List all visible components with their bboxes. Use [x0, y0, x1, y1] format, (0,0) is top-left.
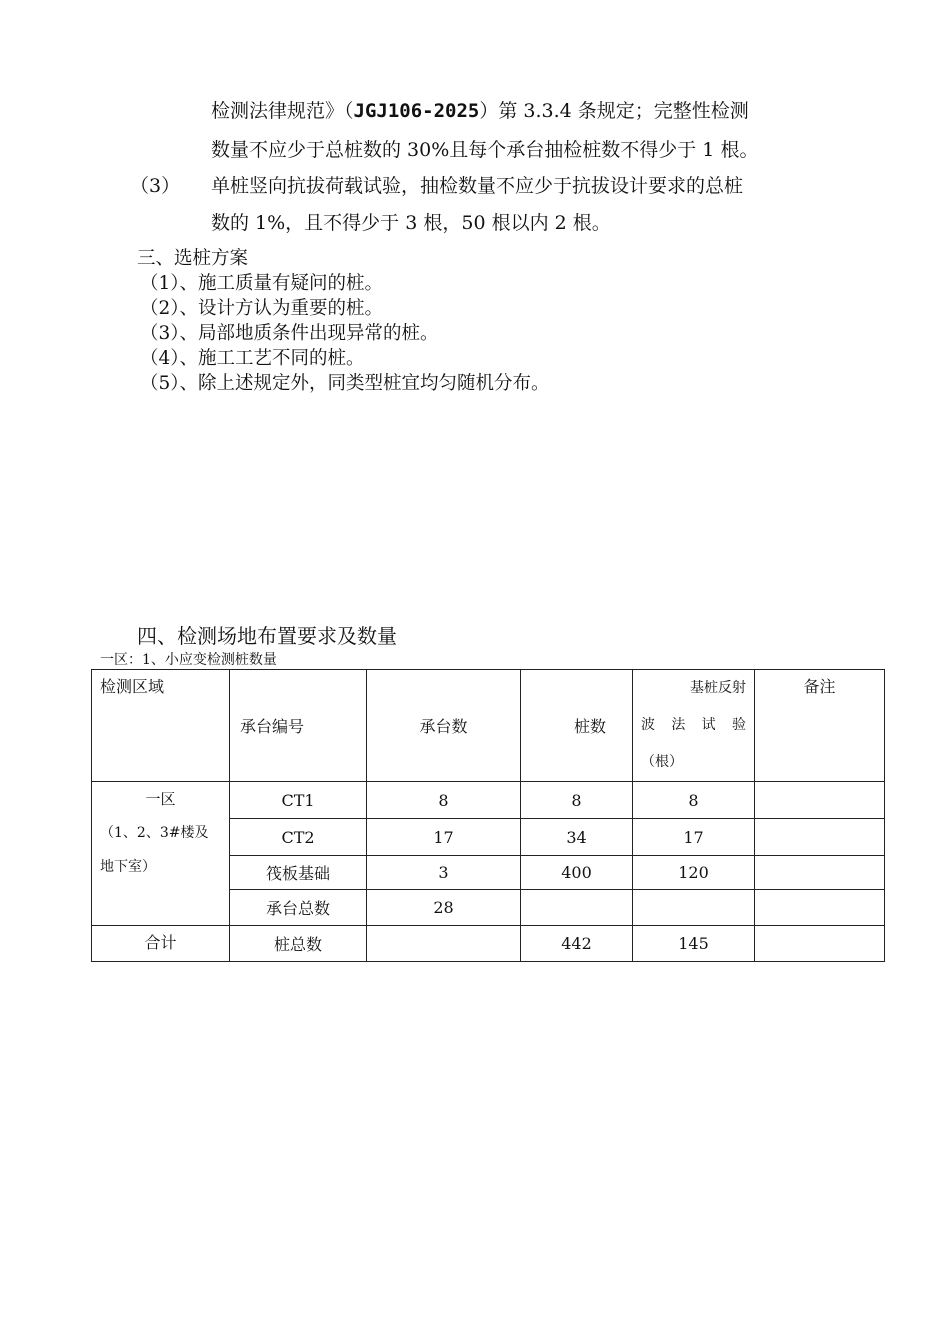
cell-tested: 17 [633, 819, 755, 856]
header-method-char: 法 [671, 717, 686, 733]
section-4-heading: 四、检测场地布置要求及数量 [137, 624, 397, 648]
total-code: 桩总数 [230, 926, 367, 962]
section-3-item-2: （2）、设计方认为重要的桩。 [140, 298, 384, 319]
cell-caps: 17 [367, 819, 521, 856]
section-3-item-5: （5）、除上述规定外，同类型桩宜均匀随机分布。 [140, 373, 550, 394]
table-row [92, 782, 885, 819]
intro-line-1 [211, 98, 749, 124]
total-label: 合计 [92, 926, 230, 962]
total-note [755, 926, 885, 962]
region-name: 一区 [145, 790, 176, 808]
item-3-label: （3） [130, 175, 181, 197]
header-method [633, 670, 755, 782]
header-area: 检测区域 [92, 670, 230, 782]
cell-code: CT1 [230, 782, 367, 819]
header-method-char: 验 [731, 717, 746, 733]
cell-tested [633, 890, 755, 926]
item-3-line-1: 单桩竖向抗拔荷载试验，抽检数量不应少于抗拔设计要求的总桩 [211, 175, 744, 197]
intro-line-1-post: ）第 3.3.4 条规定；完整性检测 [479, 100, 749, 122]
header-note: 备注 [755, 670, 885, 782]
cell-tested: 8 [633, 782, 755, 819]
header-method-char: 试 [701, 717, 716, 733]
header-method-line-2 [633, 707, 754, 744]
header-method-line-3: （根） [641, 754, 683, 770]
cell-code: 承台总数 [230, 890, 367, 926]
cell-note [755, 856, 885, 890]
item-3-line-2: 数的 1%，且不得少于 3 根，50 根以内 2 根。 [211, 212, 611, 234]
header-pile-count: 桩数 [521, 670, 633, 782]
header-method-line-1: 基桩反射 [690, 680, 746, 696]
section-3-item-3: （3）、局部地质条件出现异常的桩。 [140, 323, 439, 344]
total-caps [367, 926, 521, 962]
cell-note [755, 782, 885, 819]
cell-code: 筏板基础 [230, 856, 367, 890]
cell-caps: 8 [367, 782, 521, 819]
header-cap-code: 承台编号 [230, 670, 367, 782]
header-cap-count: 承台数 [367, 670, 521, 782]
cell-caps: 28 [367, 890, 521, 926]
header-method-char: 波 [641, 717, 655, 733]
standard-code: JGJ106-2025 [353, 100, 480, 122]
pile-count-table [91, 669, 885, 962]
table-caption: 一区：1、小应变检测桩数量 [100, 652, 277, 668]
intro-line-1-pre: 检测法律规范》（ [211, 100, 354, 122]
region-desc-2: 地下室） [100, 859, 156, 875]
cell-tested: 120 [633, 856, 755, 890]
region-desc-1: （1、2、3#楼及 [100, 825, 209, 841]
cell-piles [521, 890, 633, 926]
intro-line-2: 数量不应少于总桩数的 30%且每个承台抽检桩数不得少于 1 根。 [211, 139, 759, 161]
table-header-row [92, 670, 885, 782]
cell-note [755, 890, 885, 926]
cell-note [755, 819, 885, 856]
cell-code: CT2 [230, 819, 367, 856]
section-3-item-4: （4）、施工工艺不同的桩。 [140, 348, 365, 369]
section-3-item-1: （1）、施工质量有疑问的桩。 [140, 273, 384, 294]
cell-piles: 34 [521, 819, 633, 856]
cell-piles: 400 [521, 856, 633, 890]
total-piles: 442 [521, 926, 633, 962]
cell-caps: 3 [367, 856, 521, 890]
region-cell [92, 782, 230, 926]
table-total-row [92, 926, 885, 962]
section-3-heading: 三、选桩方案 [137, 248, 249, 269]
cell-piles: 8 [521, 782, 633, 819]
total-tested: 145 [633, 926, 755, 962]
